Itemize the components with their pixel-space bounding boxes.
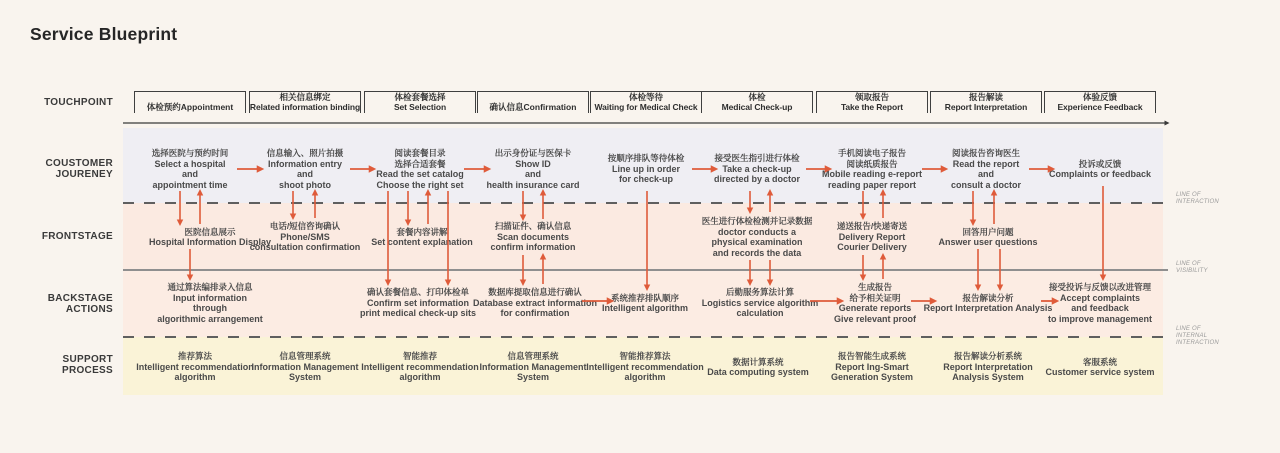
text-line-en: shoot photo <box>279 179 331 190</box>
text-line-en: doctor conducts a <box>717 226 796 237</box>
row-label-line: PROCESS <box>61 365 113 376</box>
touchpoint-box <box>249 91 361 113</box>
text-line-en: Answer user questions <box>938 237 1038 247</box>
text-line-en: Generation System <box>830 372 914 383</box>
row-label-line: SUPPORT <box>62 354 113 365</box>
touchpoint-box <box>1044 91 1156 113</box>
text-line-zh: 电话/短信咨询确认 <box>269 221 341 232</box>
text-line-en: Courier Delivery <box>837 242 907 253</box>
text-line-en: for check-up <box>618 174 673 185</box>
customer-journey-item <box>1025 141 1175 197</box>
text-line-en: Report Ing-Smart <box>835 361 909 372</box>
line-of-visibility <box>123 269 1168 271</box>
text-line-en: Report Interpretation Analysis <box>923 303 1053 313</box>
text-line-zh: 手机阅读电子报告 <box>837 148 906 158</box>
text-line-zh: 客服系统 <box>1082 356 1117 367</box>
text-line-zh: 按顺序排队等待体检 <box>607 153 685 164</box>
row-label-line: BACKSTAGE <box>47 293 113 304</box>
text-line-en: Set content explanation <box>371 237 473 247</box>
line-label-line: INTERACTION <box>1176 199 1219 205</box>
row-label-support <box>0 354 113 376</box>
text-line-zh: 确认信息Confirmation <box>489 101 577 112</box>
text-line-zh: 报告解读分析系统 <box>953 351 1022 362</box>
text-line-en: Line up in order <box>611 163 680 174</box>
text-line-zh: 递送报告/快递寄送 <box>836 221 908 232</box>
text-line-zh: 套餐内容讲解 <box>396 226 448 237</box>
text-line-zh: 领取报告 <box>854 92 889 102</box>
text-line-en: consultation confirmation <box>249 242 361 253</box>
frontstage-item <box>906 209 1071 265</box>
text-line-en: and <box>977 169 994 179</box>
text-line-zh: 接受医生指引进行体检 <box>714 153 800 164</box>
text-line-zh: 阅读套餐目录 <box>394 148 446 158</box>
touchpoint-box <box>816 91 928 113</box>
text-line-en: Choose the right set <box>376 179 464 190</box>
text-line-zh: 信息输入、照片拍摄 <box>266 148 344 158</box>
text-line-en: confirm information <box>490 242 576 253</box>
row-label-line: JOURENEY <box>55 169 113 180</box>
line-label-line: LINE OF <box>1176 192 1201 198</box>
text-line-en: Information entry <box>267 158 342 169</box>
line-label-line: LINE OF <box>1176 261 1201 267</box>
text-line-zh: 选择医院与预约时间 <box>151 148 229 158</box>
backstage-item <box>1016 276 1184 330</box>
text-line-en: to improve management <box>1047 313 1153 324</box>
text-line-zh: 数据计算系统 <box>732 356 784 367</box>
text-line-zh: 智能推荐 <box>402 351 437 362</box>
text-line-en: calculation <box>736 308 784 319</box>
text-line-zh: 阅读纸质报告 <box>846 158 898 169</box>
text-line-zh: 推荐算法 <box>177 351 212 362</box>
text-line-en: Information Management <box>479 361 587 372</box>
backstage-item <box>126 276 294 330</box>
text-line-en: consult a doctor <box>950 179 1021 190</box>
text-line-en: Hospital Information Display <box>148 237 271 247</box>
text-line-en: Intelligent recommendation <box>586 361 704 372</box>
text-line-zh: 投诉或反馈 <box>1078 158 1122 169</box>
text-line-en: Mobile reading e-report <box>821 169 922 179</box>
text-line-en: Set Selection <box>393 101 447 112</box>
text-line-en: and feedback <box>1071 303 1129 313</box>
touchpoint-box <box>701 91 813 113</box>
line-label-visibility <box>1176 261 1208 275</box>
text-line-zh: 选择合适套餐 <box>394 158 446 169</box>
text-line-en: and records the data <box>712 247 802 258</box>
row-label-line: COUSTOMER <box>45 158 113 169</box>
text-line-zh: 体检套餐选择 <box>394 92 446 102</box>
text-line-en: Show ID <box>515 158 551 169</box>
text-line-zh: 阅读报告咨询医生 <box>951 148 1020 158</box>
text-line-en: Customer service system <box>1045 367 1155 377</box>
text-line-zh: 出示身份证与医保卡 <box>494 148 572 158</box>
text-line-en: Report Interpretation <box>943 361 1033 372</box>
line-label-line: INTERNAL <box>1176 333 1208 339</box>
text-line-zh: 扫描证件、确认信息 <box>494 221 572 232</box>
text-line-en: Intelligent algorithm <box>601 303 688 313</box>
touchpoint-box <box>590 91 702 113</box>
text-line-zh: 智能推荐算法 <box>619 351 671 362</box>
text-line-en: Delivery Report <box>838 231 906 242</box>
text-line-en: Phone/SMS <box>280 231 330 242</box>
text-line-en: Accept complaints <box>1059 292 1141 303</box>
text-line-en: Confirm set information <box>366 297 469 308</box>
text-line-zh: 相关信息绑定 <box>279 92 331 102</box>
text-line-en: and <box>181 169 198 179</box>
text-line-en: System <box>288 372 322 383</box>
row-label-line: ACTIONS <box>65 304 113 315</box>
row-label-customer-journey <box>0 158 113 180</box>
line-of-internal-interaction <box>123 336 1168 338</box>
text-line-en: physical examination <box>711 237 803 247</box>
text-line-en: and <box>524 169 541 179</box>
touchpoint-box <box>134 91 246 113</box>
text-line-en: Read the set catalog <box>376 169 464 179</box>
frontstage-item <box>451 209 616 265</box>
text-line-zh: 信息管理系统 <box>279 351 331 362</box>
text-line-zh: 报告解读分析 <box>962 292 1014 303</box>
text-line-zh: 体检等待 <box>628 92 663 102</box>
text-line-en: Scan documents <box>496 231 570 242</box>
text-line-zh: 回答用户问题 <box>962 226 1014 237</box>
text-line-en: Take a check-up <box>722 163 792 174</box>
text-line-en: Input information <box>173 292 247 303</box>
support-item <box>1025 342 1175 392</box>
text-line-zh: 确认套餐信息、打印体检单 <box>366 287 469 298</box>
text-line-en: Take the Report <box>840 101 904 112</box>
text-line-en: Medical Check-up <box>721 101 793 112</box>
line-label-interaction <box>1176 192 1219 206</box>
text-line-zh: 报告智能生成系统 <box>837 351 906 362</box>
line-label-internal-interaction <box>1176 326 1219 347</box>
text-line-zh: 通过算法编排录入信息 <box>167 282 253 292</box>
text-line-en: Logistics service algorithm <box>701 297 819 308</box>
row-label-line: TOUCHPOINT <box>44 97 113 108</box>
line-label-line: LINE OF <box>1176 326 1201 332</box>
text-line-zh: 信息管理系统 <box>507 351 559 362</box>
text-line-en: print medical check-up sits <box>359 308 477 319</box>
text-line-zh: 给予相关证明 <box>849 292 901 303</box>
text-line-en: Database extract information <box>472 297 598 308</box>
text-line-zh: 体验反馈 <box>1082 92 1117 102</box>
text-line-en: Complaints or feedback <box>1048 169 1152 179</box>
text-line-en: through <box>193 303 227 313</box>
text-line-en: Information Management <box>251 361 359 372</box>
text-line-en: algorithmic arrangement <box>157 313 263 324</box>
text-line-en: appointment time <box>152 179 228 190</box>
text-line-en: Data computing system <box>707 367 809 377</box>
row-label-line: FRONTSTAGE <box>41 231 113 242</box>
text-line-en: Select a hospital <box>154 158 226 169</box>
text-line-zh: 接受投诉与反馈以改进管理 <box>1048 282 1151 292</box>
text-line-zh: 体检 <box>748 92 766 102</box>
text-line-en: Intelligent recommendation <box>361 361 479 372</box>
text-line-en: health insurance card <box>486 179 580 190</box>
page-title: Service Blueprint <box>30 24 178 44</box>
touchpoint-box <box>930 91 1042 113</box>
row-label-touchpoint <box>0 97 113 108</box>
text-line-en: algorithm <box>399 372 441 383</box>
row-label-frontstage <box>0 231 113 242</box>
text-line-en: Intelligent recommendation <box>136 361 254 372</box>
text-line-en: Analysis System <box>952 372 1024 383</box>
touchpoint-box <box>477 91 589 113</box>
text-line-zh: 数据库提取信息进行确认 <box>488 287 582 298</box>
text-line-en: Generate reports <box>838 303 912 313</box>
text-line-en: algorithm <box>624 372 666 383</box>
text-line-en: Give relevant proof <box>833 313 917 324</box>
text-line-en: Waiting for Medical Check <box>594 101 698 112</box>
text-line-en: Experience Feedback <box>1057 101 1143 112</box>
text-line-en: algorithm <box>174 372 216 383</box>
text-line-en: Related information binding <box>249 101 361 112</box>
text-line-en: Report Interpretation <box>944 101 1028 112</box>
text-line-en: and <box>296 169 313 179</box>
text-line-en: Read the report <box>952 158 1020 169</box>
line-label-line: INTERACTION <box>1176 340 1219 346</box>
text-line-en: System <box>516 372 550 383</box>
text-line-zh: 后勤服务算法计算 <box>725 287 794 298</box>
line-of-interaction <box>123 202 1168 204</box>
text-line-en: reading paper report <box>827 179 917 190</box>
text-line-zh: 体检预约Appointment <box>146 101 234 112</box>
text-line-zh: 生成报告 <box>857 282 892 292</box>
text-line-zh: 医生进行体检检测并记录数据 <box>701 216 813 226</box>
text-line-en: directed by a doctor <box>713 174 801 185</box>
text-line-zh: 医院信息展示 <box>184 226 236 237</box>
line-label-line: VISIBILITY <box>1176 268 1208 274</box>
row-label-backstage <box>0 293 113 315</box>
text-line-zh: 报告解读 <box>968 92 1003 102</box>
touchpoint-box <box>364 91 476 113</box>
text-line-zh: 系统推荐排队顺序 <box>610 292 679 303</box>
text-line-en: for confirmation <box>500 308 570 319</box>
